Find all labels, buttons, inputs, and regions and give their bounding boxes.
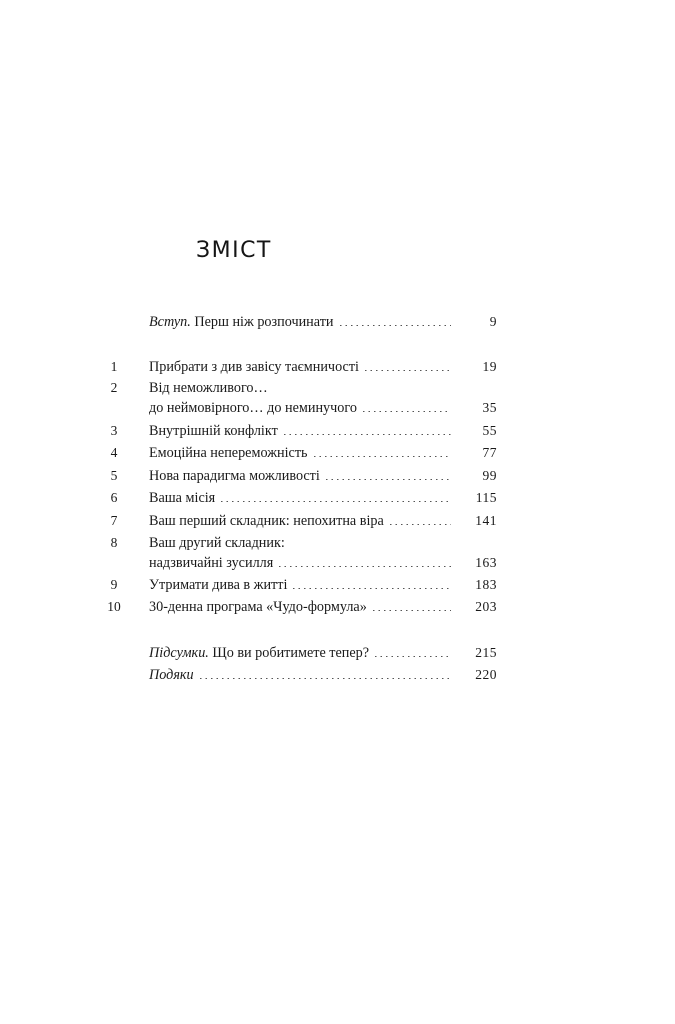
toc-entry-page: 35 [482, 400, 497, 415]
toc-entry-italic: Підсумки. [149, 645, 209, 661]
toc-entry-page: 9 [489, 314, 497, 329]
toc-entry-number: 8 [110, 535, 118, 550]
toc-entry-italic: Вступ. [149, 314, 191, 330]
toc-entry-page: 183 [475, 577, 497, 592]
dot-leader [371, 610, 451, 611]
toc-entry-page: 55 [482, 423, 497, 438]
toc-entry-number: 6 [110, 490, 118, 505]
page-title: ЗМІСТ [196, 238, 272, 263]
toc-entry-chapter-5[interactable] [0, 466, 675, 486]
toc-entry-chapter-1[interactable] [0, 357, 675, 377]
dot-leader [338, 325, 452, 326]
toc-entry-number: 4 [110, 445, 118, 460]
dot-leader [373, 656, 451, 657]
dot-leader [312, 456, 452, 457]
toc-entry-title: Нова парадигма можливості [149, 468, 320, 484]
dot-leader [277, 566, 451, 567]
toc-entry-title: Ваш перший складник: непохитна віра [149, 513, 384, 529]
toc-entry-chapter-3[interactable] [0, 421, 675, 441]
dot-leader [198, 678, 451, 679]
toc-entry-chapter-2[interactable] [0, 378, 675, 418]
toc-entry-title-line1: Від неможливого… [149, 380, 268, 396]
toc-entry-title: Утримати дива в житті [149, 577, 288, 593]
dot-leader [219, 501, 451, 502]
dot-leader [291, 588, 451, 589]
toc-entry-number: 10 [107, 599, 121, 614]
toc-entry-chapter-6[interactable] [0, 488, 675, 508]
toc-entry-italic: Подяки [149, 667, 194, 683]
toc-entry-chapter-9[interactable] [0, 575, 675, 595]
toc-entry-chapter-4[interactable] [0, 443, 675, 463]
toc-entry-page: 163 [475, 555, 497, 570]
toc-entry-title: надзвичайні зусилля [149, 555, 274, 571]
toc-entry-title: Внутрішній конфлікт [149, 423, 278, 439]
dot-leader [363, 370, 451, 371]
dot-leader [324, 479, 451, 480]
toc-entry-title: до неймовірного… до неминучого [149, 400, 357, 416]
toc-entry-intro[interactable] [0, 312, 675, 332]
toc-entry-title: Емоційна непереможність [149, 445, 308, 461]
toc-entry-number: 5 [110, 468, 118, 483]
toc-entry-title-line1: Ваш другий складник: [149, 535, 285, 551]
toc-entry-page: 141 [475, 513, 497, 528]
toc-entry-title: Прибрати з див завісу таємничості [149, 359, 359, 375]
toc-entry-title: 30-денна програма «Чудо-формула» [149, 599, 367, 615]
dot-leader [388, 524, 451, 525]
toc-entry-page: 220 [475, 667, 497, 682]
toc-entry-number: 7 [110, 513, 118, 528]
toc-entry-acknowledgments[interactable] [0, 665, 675, 685]
toc-entry-page: 77 [482, 445, 497, 460]
toc-entry-chapter-8[interactable] [0, 533, 675, 573]
toc-entry-summary[interactable] [0, 643, 675, 663]
toc-entry-page: 19 [482, 359, 497, 374]
toc-entry-page: 203 [475, 599, 497, 614]
toc-entry-page: 99 [482, 468, 497, 483]
toc-entry-title: Ваша місія [149, 490, 216, 506]
toc-entry-page: 115 [475, 490, 497, 505]
toc-entry-number: 9 [110, 577, 118, 592]
dot-leader [361, 411, 451, 412]
toc-entry-chapter-10[interactable] [0, 597, 675, 617]
toc-entry-number: 3 [110, 423, 118, 438]
toc-entry-number: 2 [110, 380, 118, 395]
toc-entry-title: Що ви робитимете тепер? [208, 645, 370, 661]
toc-entry-chapter-7[interactable] [0, 511, 675, 531]
dot-leader [282, 434, 451, 435]
toc-entry-title: Перш ніж розпочинати [190, 314, 334, 330]
toc-entry-page: 215 [475, 645, 497, 660]
toc-entry-number: 1 [110, 359, 118, 374]
